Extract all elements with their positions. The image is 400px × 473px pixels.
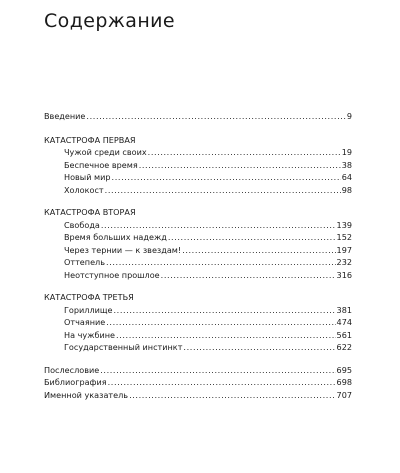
dot-leader	[106, 256, 336, 269]
toc-entry-label: Введение	[44, 111, 86, 121]
toc-entry-label: Гориллище	[64, 304, 113, 315]
dot-leader	[148, 146, 341, 159]
part-title-3: КАТАСТРОФА ТРЕТЬЯ	[44, 292, 134, 302]
toc-entry[interactable]	[44, 171, 352, 184]
table-of-contents	[44, 110, 352, 401]
toc-entry-page: 38	[341, 159, 352, 170]
toc-entry-label: Свобода	[64, 219, 100, 230]
toc-entry-page: 695	[336, 364, 352, 375]
toc-entry[interactable]	[44, 269, 352, 282]
dot-leader	[116, 329, 336, 342]
dot-leader	[100, 364, 335, 377]
toc-entry[interactable]	[44, 184, 352, 197]
toc-entry-label: Время больших надежд	[64, 232, 167, 242]
toc-entry[interactable]	[44, 159, 352, 172]
toc-entry-label: Государственный инстинкт	[64, 342, 183, 352]
toc-entry[interactable]	[44, 329, 352, 342]
toc-entry-page: 561	[336, 329, 352, 340]
toc-entry-afterword[interactable]	[44, 364, 352, 377]
toc-entry-label: Беспечное время	[64, 159, 138, 170]
toc-entry-page: 232	[336, 257, 352, 267]
toc-entry-page: 64	[341, 172, 352, 182]
toc-entry-label: Отчаяние	[64, 317, 106, 327]
toc-entry[interactable]	[44, 256, 352, 269]
toc-entry[interactable]	[44, 244, 352, 257]
dot-leader	[86, 110, 345, 123]
toc-entry-page: 98	[341, 184, 352, 195]
toc-entry-page: 707	[336, 389, 352, 400]
toc-entry-label: Неотступное прошлое	[64, 269, 160, 280]
toc-entry-page: 9	[346, 111, 352, 121]
toc-entry-label: Чужой среди своих	[64, 147, 147, 157]
toc-entry-page: 197	[336, 244, 352, 255]
toc-entry-page: 152	[336, 232, 352, 242]
toc-entry-label: Библиография	[44, 377, 107, 387]
toc-entry-intro[interactable]	[44, 110, 352, 123]
part-title-1: КАТАСТРОФА ПЕРВАЯ	[44, 134, 136, 145]
dot-leader	[168, 231, 336, 244]
toc-entry[interactable]	[44, 316, 352, 329]
page-title: Содержание	[44, 10, 175, 32]
toc-entry-label: Послесловие	[44, 364, 100, 375]
toc-entry[interactable]	[44, 219, 352, 232]
dot-leader	[106, 316, 335, 329]
dot-leader	[161, 269, 336, 282]
toc-entry[interactable]	[44, 146, 352, 159]
toc-entry-page: 381	[336, 304, 352, 315]
toc-entry-page: 622	[336, 342, 352, 352]
toc-entry[interactable]	[44, 304, 352, 317]
dot-leader	[105, 184, 341, 197]
toc-entry[interactable]	[44, 341, 352, 354]
dot-leader	[112, 171, 341, 184]
toc-entry-page: 698	[336, 377, 352, 387]
toc-entry-label: Оттепель	[64, 257, 105, 267]
dot-leader	[139, 159, 341, 172]
toc-entry-page: 139	[336, 219, 352, 230]
toc-entry-page: 316	[336, 269, 352, 280]
toc-entry-label: Именной указатель	[44, 389, 129, 400]
toc-entry-page: 474	[336, 317, 352, 327]
toc-entry-name-index[interactable]	[44, 389, 352, 402]
toc-entry[interactable]	[44, 231, 352, 244]
toc-entry-page: 19	[341, 147, 352, 157]
toc-entry-label: Новый мир	[64, 172, 111, 182]
dot-leader	[183, 341, 335, 354]
toc-entry-label: Через тернии — к звездам!	[64, 244, 182, 255]
toc-entry-bibliography[interactable]	[44, 376, 352, 389]
dot-leader	[101, 219, 336, 232]
dot-leader	[129, 389, 335, 402]
part-title-2: КАТАСТРОФА ВТОРАЯ	[44, 207, 136, 217]
dot-leader	[182, 244, 335, 257]
toc-entry-label: На чужбине	[64, 329, 116, 340]
toc-entry-label: Холокост	[64, 184, 104, 195]
dot-leader	[108, 376, 336, 389]
dot-leader	[114, 304, 336, 317]
